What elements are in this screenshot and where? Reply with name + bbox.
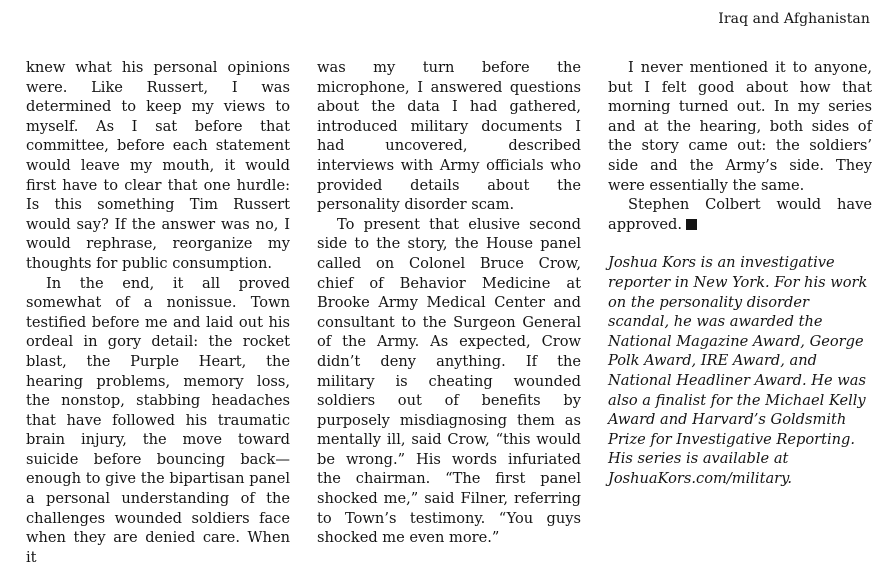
end-mark-icon: [686, 219, 697, 230]
article-column-1: [26, 58, 290, 567]
section-header: Iraq and Afghanistan: [718, 11, 870, 27]
paragraph: To present that elusive second side to the story, the House panel called on Colonel Bruce Crow, chief of Behavior Medicine at Brooke Army Medical Center and consultant to the Surgeon General of the Army. As expected, Crow didn’t deny anything. If the military is cheating wounded soldiers out of benefits by purposely misdiagnosing them as mentally ill, said Crow, “this would be wrong.” His words infuriated the chairman. “The first panel shocked me,” said Filner, referring to Town’s testimony. “You guys shocked me even more.”: [317, 215, 581, 547]
paragraph: was my turn before the microphone, I answered questions about the data I had gathered, introduced military documents I had uncovered, described interviews with Army officials who provided details about the personality disorder scam.: [317, 59, 581, 214]
paragraph: I never mentioned it to anyone, but I felt good about how that morning turned out. In my series and at the hearing, both sides of the story came out: the soldiers’ side and the Army’s side. They were essentially the same.: [608, 59, 872, 194]
article-column-3: [608, 58, 872, 488]
article-column-2: [317, 58, 581, 548]
author-bio: Joshua Kors is an investigative reporter in New York. For his work on the personality disorder scandal, he was awarded the National Magazine Award, George Polk Award, IRE Award, and National Headliner Award. He was also a finalist for the Michael Kelly Award and Harvard’s Goldsmith Prize for Investigative Reporting. His series is available at JoshuaKors.com/military.: [608, 254, 868, 487]
paragraph: In the end, it all proved somewhat of a nonissue. Town testified before me and laid out his ordeal in gory detail: the rocket blast, the Purple Heart, the hearing problems, memory loss, the nonstop, stabbing headaches that have followed his traumatic brain injury, the move toward suicide before bouncing back—enough to give the bipartisan panel a personal understanding of the challenges wounded soldiers face when they are denied care. When it: [26, 274, 290, 566]
paragraph: knew what his personal opinions were. Like Russert, I was determined to keep my views to myself. As I sat before that committee, before each statement would leave my mouth, it would first have to clear that one hurdle: Is this something Tim Russert would say? If the answer was no, I would rephrase, reorganize my thoughts for public consumption.: [26, 59, 290, 272]
closing-text: Stephen Colbert would have approved.: [608, 196, 872, 233]
closing-paragraph: [608, 195, 872, 234]
